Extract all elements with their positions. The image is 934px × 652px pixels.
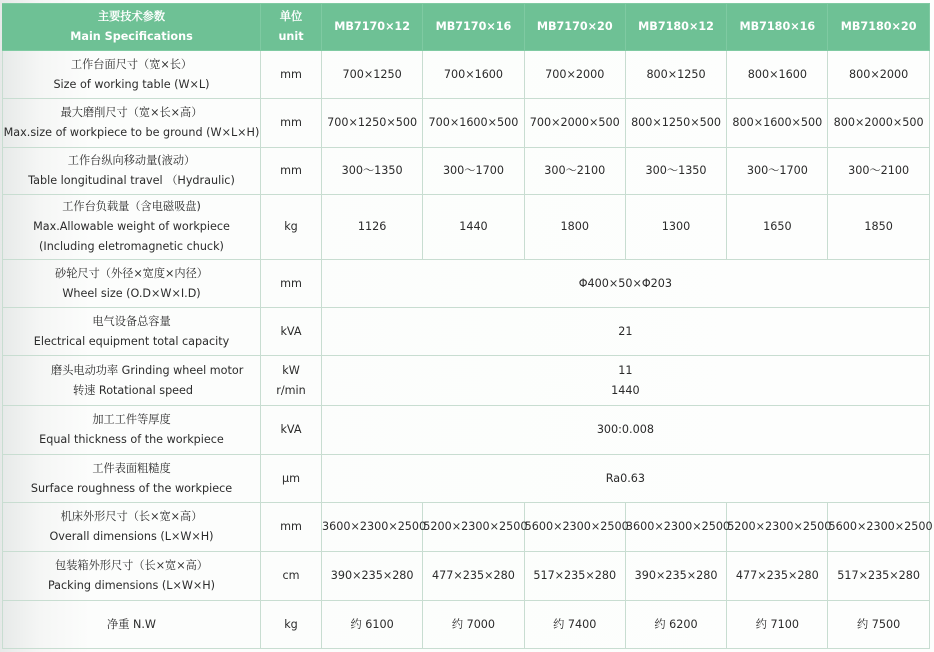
row-label — [3, 406, 261, 455]
row-unit: cm — [261, 552, 322, 601]
header-spec-cn: 主要技术参数 — [97, 10, 166, 23]
row-unit-speed: r/min — [276, 383, 306, 397]
cell-value: 5600×2300×2500 — [828, 503, 929, 552]
cell-value: 约 6200 — [625, 601, 726, 649]
cell-value: 1650 — [727, 195, 828, 260]
header-spec-en: Main Specifications — [70, 30, 193, 43]
row-label-en: Max.Allowable weight of workpiece — [33, 220, 230, 233]
header-unit — [261, 4, 322, 51]
cell-value: 800×1250 — [625, 51, 726, 99]
cell-value: 约 7500 — [828, 601, 929, 649]
table-row-overall-dimensions — [3, 503, 930, 552]
row-label-cn: 工作台面尺寸（宽×长） — [70, 57, 193, 71]
cell-value: 约 7000 — [423, 601, 524, 649]
table-row-net-weight — [3, 601, 930, 649]
cell-value: 1800 — [524, 195, 625, 260]
row-label — [3, 51, 261, 99]
row-label — [3, 195, 261, 260]
header-model-mb7170x12: MB7170×12 — [322, 4, 423, 51]
row-unit: kg — [261, 195, 322, 260]
row-label — [3, 308, 261, 356]
cell-value: 1440 — [423, 195, 524, 260]
row-label-en: Electrical equipment total capacity — [33, 334, 230, 348]
cell-value: 700×1250×500 — [322, 99, 423, 148]
cell-value: 5200×2300×2500 — [727, 503, 828, 552]
table-row-surface-roughness — [3, 455, 930, 503]
row-label — [3, 455, 261, 503]
row-unit-power: kW — [282, 363, 300, 377]
table-row-packing-dimensions — [3, 552, 930, 601]
cell-value-shared: 21 — [322, 308, 930, 356]
cell-value: 477×235×280 — [423, 552, 524, 601]
cell-value: 800×1600×500 — [727, 99, 828, 148]
row-unit — [261, 356, 322, 406]
cell-value: 约 7100 — [727, 601, 828, 649]
cell-value: 300～1350 — [625, 148, 726, 195]
row-label-cn: 工作台纵向移动量(液动） — [67, 154, 196, 167]
cell-value: 700×2000×500 — [524, 99, 625, 148]
cell-value: 3600×2300×2500 — [322, 503, 423, 552]
header-model-mb7180x20: MB7180×20 — [828, 4, 929, 51]
row-unit: mm — [261, 260, 322, 308]
header-model-mb7170x16: MB7170×16 — [423, 4, 524, 51]
motor-power-value: 11 — [618, 363, 633, 377]
row-label-cn: 最大磨削尺寸（宽×长×高） — [60, 106, 203, 119]
row-label-cn: 砂轮尺寸（外径×宽度×内径） — [55, 266, 208, 280]
row-label-cn: 包装箱外形尺寸（长×宽×高） — [55, 559, 208, 572]
row-label-en: Max.size of workpiece to be ground (W×L×H) — [3, 126, 260, 139]
cell-value: 约 7400 — [524, 601, 625, 649]
row-unit: kVA — [261, 308, 322, 356]
row-label — [3, 260, 261, 308]
row-unit: mm — [261, 148, 322, 195]
row-unit: μm — [261, 455, 322, 503]
cell-value: 300～1350 — [322, 148, 423, 195]
row-label — [3, 148, 261, 195]
row-label-en: Surface roughness of the workpiece — [30, 481, 233, 495]
row-unit: mm — [261, 51, 322, 99]
cell-value: 800×2000×500 — [828, 99, 929, 148]
row-label: 净重 N.W — [3, 601, 261, 649]
cell-value-shared — [322, 356, 930, 406]
row-label-en: Size of working table (W×L) — [53, 77, 210, 91]
row-label-cn: 工作台负载量（含电磁吸盘) — [62, 200, 201, 213]
cell-value: 1126 — [322, 195, 423, 260]
cell-value: 700×1600 — [423, 51, 524, 99]
row-label-en-note: (Including eletromagnetic chuck) — [39, 240, 224, 253]
cell-value-shared: Ra0.63 — [322, 455, 930, 503]
row-label-en: Packing dimensions (L×W×H) — [47, 579, 216, 592]
row-label-speed: 转速 Rotational speed — [73, 383, 194, 397]
row-label-en: Equal thickness of the workpiece — [39, 433, 224, 446]
cell-value: 517×235×280 — [524, 552, 625, 601]
table-row-wheel-size — [3, 260, 930, 308]
cell-value: 300～1700 — [423, 148, 524, 195]
cell-value: 517×235×280 — [828, 552, 929, 601]
cell-value: 约 6100 — [322, 601, 423, 649]
cell-value: 5600×2300×2500 — [524, 503, 625, 552]
cell-value-shared: 300:0.008 — [322, 406, 930, 455]
table-row-max-workpiece-size — [3, 99, 930, 148]
cell-value: 390×235×280 — [625, 552, 726, 601]
cell-value: 1300 — [625, 195, 726, 260]
header-model-mb7180x12: MB7180×12 — [625, 4, 726, 51]
header-unit-cn: 单位 — [279, 10, 303, 23]
rotational-speed-value: 1440 — [611, 383, 640, 397]
row-label — [3, 356, 261, 406]
row-label — [3, 552, 261, 601]
table-row-grinding-motor — [3, 356, 930, 406]
table-row-longitudinal-travel — [3, 148, 930, 195]
cell-value: 700×2000 — [524, 51, 625, 99]
row-unit: kVA — [261, 406, 322, 455]
row-label-cn: 工件表面粗糙度 — [92, 461, 171, 475]
row-unit: mm — [261, 503, 322, 552]
cell-value: 5200×2300×2500 — [423, 503, 524, 552]
cell-value: 700×1250 — [322, 51, 423, 99]
table-row-electrical-capacity — [3, 308, 930, 356]
row-unit: mm — [261, 99, 322, 148]
cell-value: 1850 — [828, 195, 929, 260]
row-label-motor: 磨头电动功率 Grinding wheel motor — [51, 363, 244, 377]
row-label-en: Overall dimensions (L×W×H) — [49, 530, 214, 543]
cell-value-shared: Φ400×50×Φ203 — [322, 260, 930, 308]
cell-value: 3600×2300×2500 — [625, 503, 726, 552]
cell-value: 800×1600 — [727, 51, 828, 99]
header-unit-en: unit — [278, 30, 304, 43]
header-model-mb7180x16: MB7180×16 — [727, 4, 828, 51]
table-header-row — [3, 4, 930, 51]
cell-value: 390×235×280 — [322, 552, 423, 601]
specifications-table — [2, 3, 933, 649]
row-label-en: Wheel size (O.D×W×I.D) — [62, 286, 201, 300]
row-label — [3, 503, 261, 552]
row-label-cn: 机床外形尺寸（长×宽×高） — [60, 510, 203, 523]
cell-value: 700×1600×500 — [423, 99, 524, 148]
header-main-specifications — [3, 4, 261, 51]
cell-value: 477×235×280 — [727, 552, 828, 601]
table-row-equal-thickness — [3, 406, 930, 455]
header-model-mb7170x20: MB7170×20 — [524, 4, 625, 51]
table-row-working-table-size — [3, 51, 930, 99]
cell-value: 300～2100 — [828, 148, 929, 195]
cell-value: 300～2100 — [524, 148, 625, 195]
cell-value: 300～1700 — [727, 148, 828, 195]
cell-value: 800×2000 — [828, 51, 929, 99]
cell-value: 800×1250×500 — [625, 99, 726, 148]
row-label — [3, 99, 261, 148]
row-label-en: Table longitudinal travel （Hydraulic) — [28, 174, 235, 187]
row-label-cn: 电气设备总容量 — [92, 314, 171, 328]
row-label-cn: 加工工件等厚度 — [92, 413, 171, 426]
table-row-allowable-weight — [3, 195, 930, 260]
row-unit: kg — [261, 601, 322, 649]
